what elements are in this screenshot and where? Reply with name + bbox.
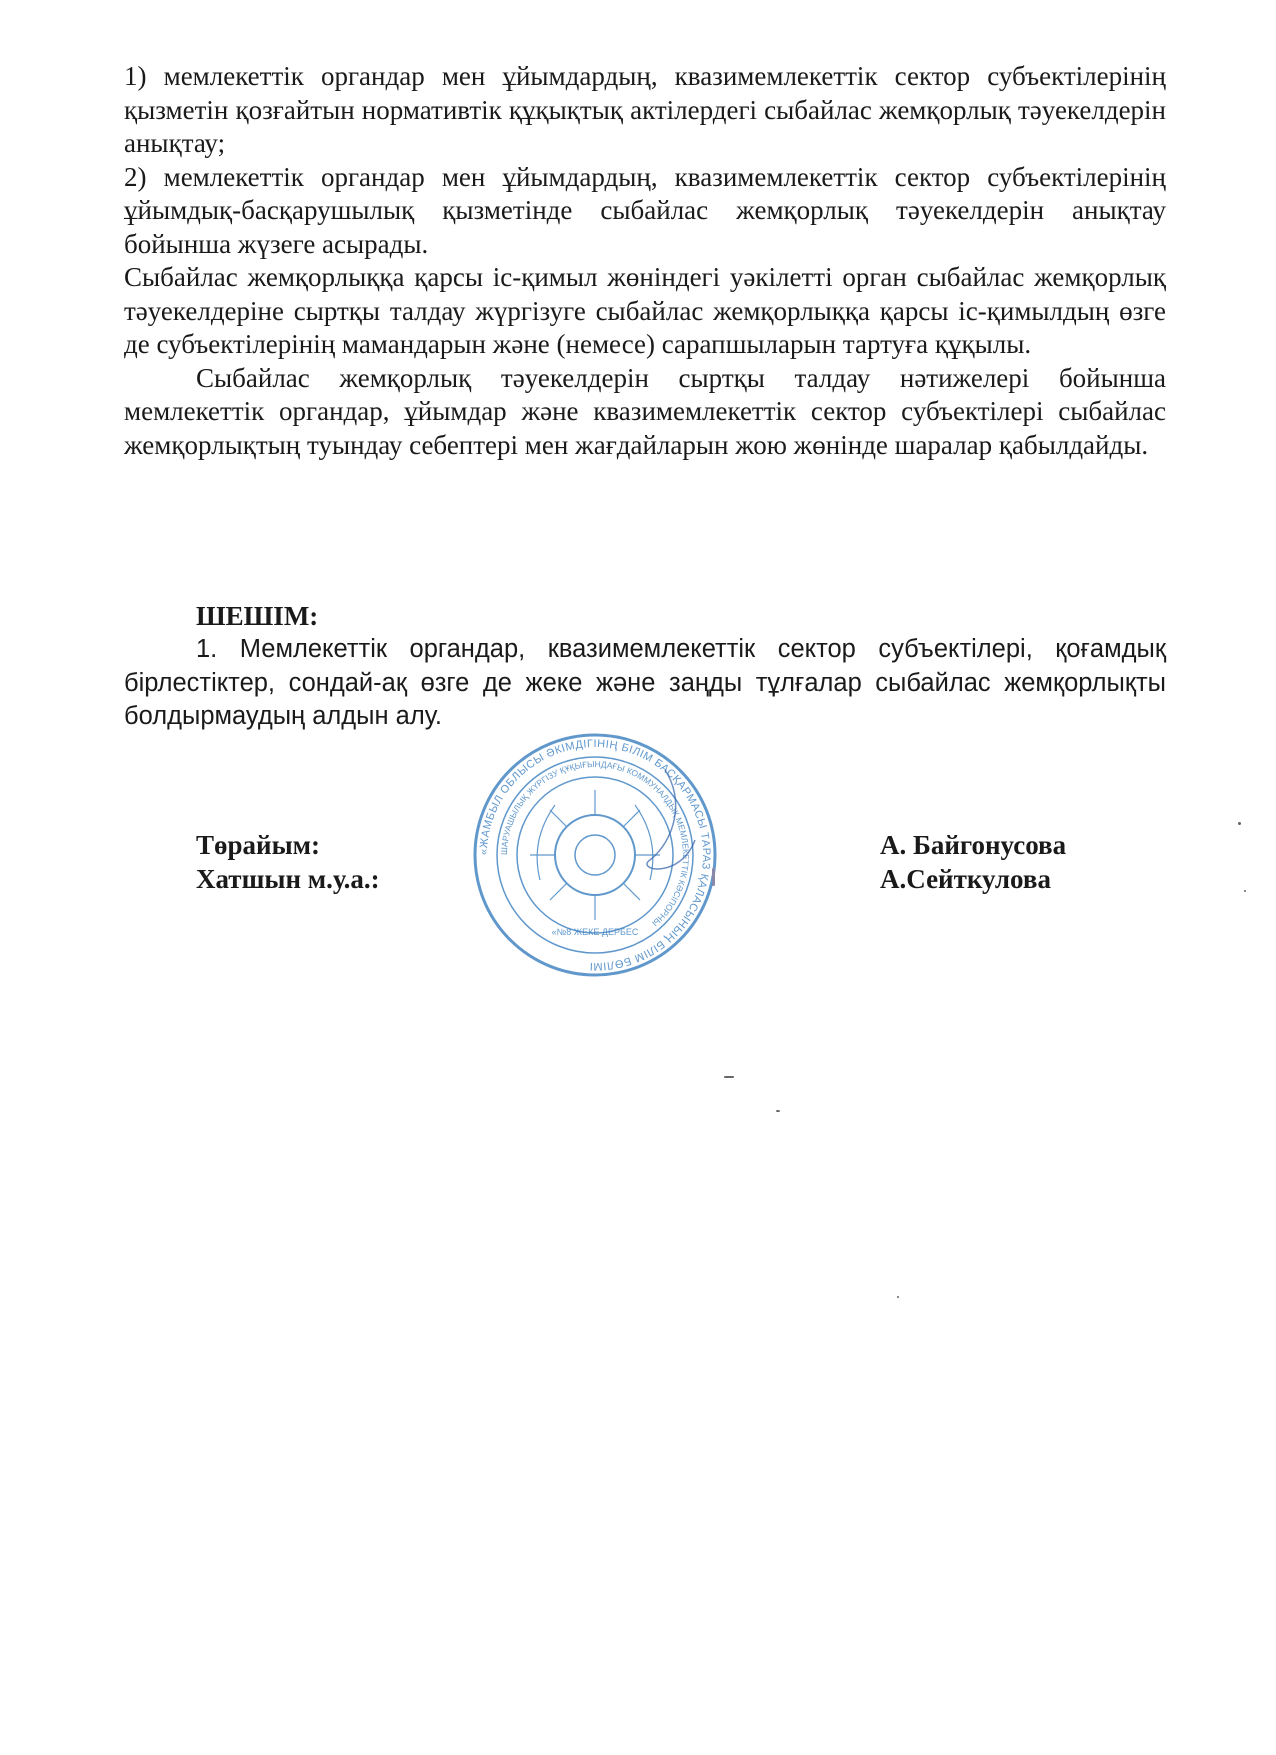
paragraph-item-1: 1) мемлекеттік органдар мен ұйымдардың, квазимемлекеттік сектор субъектілерінің қызметін қозғайтын нормативтік құқықтық актілердегі сыбайлас жемқорлық тәуекелдерін анықтау; <box>124 61 1166 158</box>
secretary-name: А.Сейткулова <box>880 864 1051 894</box>
signature-names <box>880 828 1066 896</box>
signature-labels <box>196 828 380 896</box>
stamp-outer-text: «ЖАМБЫЛ ОБЛЫСЫ ӘКІМДІГІНІҢ БІЛІМ БАСҚАРМАСЫ ТАРАЗ ҚАЛАСЫНЫҢ БІЛІМ БӨЛІМІ <box>477 737 713 973</box>
stamp-bottom-text: «№8 ЖЕКЕ ДЕРБЕС <box>551 927 639 937</box>
scan-speck <box>724 1076 734 1078</box>
decision-heading: ШЕШІМ: <box>196 601 319 631</box>
paragraph-item-2: 2) мемлекеттік органдар мен ұйымдардың, квазимемлекеттік сектор субъектілерінің ұйымдық-басқарушылық қызметінде сыбайлас жемқорлық тәуекелдерін анықтау бойынша жүзеге асырады. <box>124 161 1166 259</box>
scan-speck <box>776 1110 780 1112</box>
decision-item-1: 1. Мемлекеттік органдар, квазимемлекеттік сектор субъектілері, қоғамдық бірлестіктер, сондай-ақ өзге де жеке және заңды тұлғалар сыбайлас жемқорлықты болдырмаудың алдын алу. <box>124 635 1166 730</box>
paragraph-authority: Сыбайлас жемқорлыққа қарсы іс-қимыл жөніндегі уәкілетті орган сыбайлас жемқорлық тәуекелдеріне сыртқы талдау жүргізуге сыбайлас жемқорлыққа қарсы іс-қимылдың өзге де субъектілерінің мамандарын және (немесе) сарапшыларын тартуға құқылы. <box>124 262 1166 359</box>
decision-block <box>124 633 1166 734</box>
scan-speck <box>1244 890 1246 892</box>
scan-speck <box>897 1296 899 1298</box>
paragraph-results: Сыбайлас жемқорлық тәуекелдерін сыртқы талдау нәтижелері бойынша мемлекеттік органдар, ұйымдар және квазимемлекеттік сектор субъектілері сыбайлас жемқорлықтың туындау себептері мен жағдайларын жою жөнінде шаралар қабылдайды. <box>124 362 1166 460</box>
chair-label: Төрайым: <box>196 830 321 860</box>
chair-name: А. Байгонусова <box>880 830 1067 860</box>
scan-speck <box>712 868 715 886</box>
body-text <box>124 60 1166 462</box>
stamp-inner-text: ШАРУАШЫЛЫҚ ЖҮРГІЗУ ҚҰҚЫҒЫНДАҒЫ КОММУНАЛДЫҚ МЕМЛЕКЕТТІК КӘСІПОРНЫ <box>498 758 692 929</box>
official-seal-stamp-icon <box>470 730 720 980</box>
secretary-label: Хатшын м.у.а.: <box>196 864 380 894</box>
scan-speck <box>1238 822 1241 825</box>
